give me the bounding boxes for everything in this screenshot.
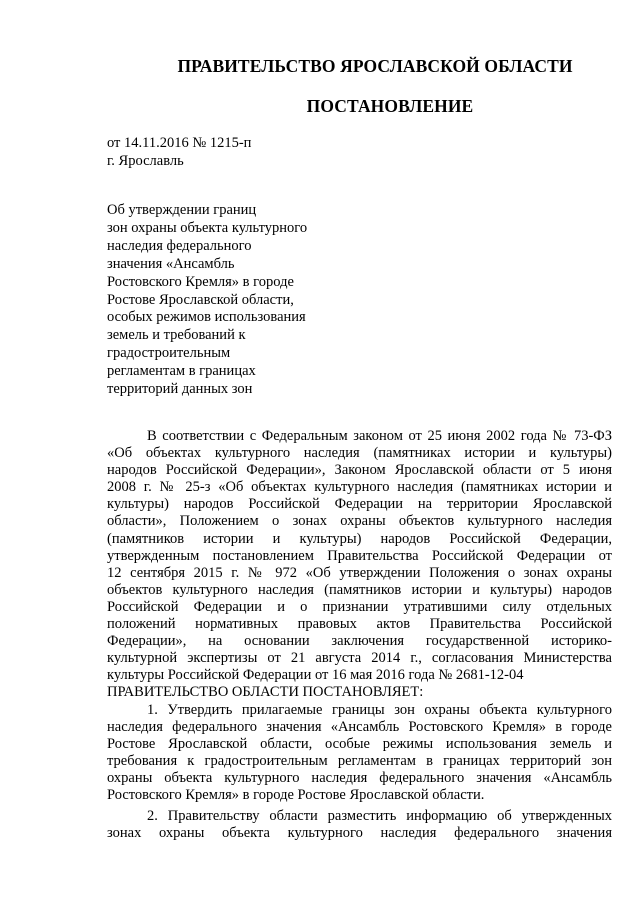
paragraph-line: 12 сентября 2015 г. № 972 «Об утверждении Положения о зонах охраны — [107, 564, 612, 581]
subject-line: градостроительным — [107, 345, 231, 362]
paragraph-line: утвержденным постановлением Правительства Российской Федерации от — [107, 547, 612, 564]
subject-line: Об утверждении границ — [107, 202, 257, 218]
paragraph-line: требования к градостроительным регламентам в границах территорий зон — [107, 753, 612, 770]
decree-statement — [107, 684, 612, 701]
paragraph-line: культуры) народов Российской Федерации на территории Ярославской — [107, 496, 612, 513]
paragraph-line: Федерации», на основании заключения государственной историко- — [107, 633, 612, 650]
document-type-title: ПОСТАНОВЛЕНИЕ — [306, 96, 474, 116]
paragraph-line: В соответствии с Федеральным законом от 25 июня 2002 года № 73-ФЗ — [147, 428, 612, 444]
paragraph-line: 2008 г. № 25-з «Об объектах культурного наследия (памятниках истории и — [107, 479, 612, 496]
paragraph-line: Ростове Ярославской области, особые режимы использования земель и — [107, 736, 612, 753]
subject-line: значения «Ансамбль — [107, 255, 235, 272]
decree-line: ПРАВИТЕЛЬСТВО ОБЛАСТИ ПОСТАНОВЛЯЕТ: — [107, 684, 424, 700]
paragraph-line: зонах охраны объекта культурного наследия федерального значения — [107, 825, 612, 842]
paragraph-line: культуры Российской Федерации от 16 мая 2016 года № 2681-12-04 — [107, 667, 524, 684]
item-1-paragraph — [107, 702, 612, 805]
paragraph-line: «Об объектах культурного наследия (памятниках истории и культуры) — [107, 445, 612, 462]
subject-line: Ростовского Кремля» в городе — [107, 273, 294, 290]
paragraph-line: 1. Утвердить прилагаемые границы зон охраны объекта культурного — [147, 702, 612, 718]
paragraph-line: области», Положением о зонах охраны объектов культурного наследия — [107, 513, 612, 530]
paragraph-line: культурной экспертизы от 21 августа 2014 г., согласования Министерства — [107, 650, 612, 667]
paragraph-line: (памятников истории и культуры) народов Российской Федерации, — [107, 530, 612, 547]
document-date-number: от 14.11.2016 № 1215-п — [107, 135, 252, 151]
document-subject — [107, 202, 337, 399]
subject-line: наследия федерального — [107, 237, 252, 254]
paragraph-line: 2. Правительству области разместить информацию об утвержденных — [147, 808, 612, 824]
paragraph-line: Российской Федерации и о признании утратившими силу отдельных — [107, 598, 612, 615]
paragraph-line: Ростовского Кремля» в городе Ростове Ярославской области. — [107, 787, 485, 804]
subject-line: Ростове Ярославской области, — [107, 291, 294, 308]
subject-line: зон охраны объекта культурного — [107, 219, 308, 236]
paragraph-line: наследия федерального значения «Ансамбль Ростовского Кремля» в городе — [107, 719, 612, 736]
paragraph-line: положений нормативных правовых актов Правительства Российской — [107, 616, 612, 633]
item-2-paragraph — [107, 808, 612, 842]
paragraph-line: охраны объекта культурного наследия федерального значения «Ансамбль — [107, 770, 612, 787]
subject-line: земель и требований к — [107, 327, 246, 344]
paragraph-line: объектов культурного наследия (памятников истории и культуры) народов — [107, 581, 612, 598]
subject-line: регламентам в границах — [107, 363, 256, 380]
government-title: ПРАВИТЕЛЬСТВО ЯРОСЛАВСКОЙ ОБЛАСТИ — [177, 56, 573, 76]
subject-line: особых режимов использования — [107, 309, 306, 326]
document-city: г. Ярославль — [107, 153, 184, 169]
paragraph-line: народов Российской Федерации», Законом Ярославской области от 5 июня — [107, 462, 612, 479]
preamble-paragraph — [107, 428, 612, 684]
subject-line: территорий данных зон — [107, 381, 253, 398]
